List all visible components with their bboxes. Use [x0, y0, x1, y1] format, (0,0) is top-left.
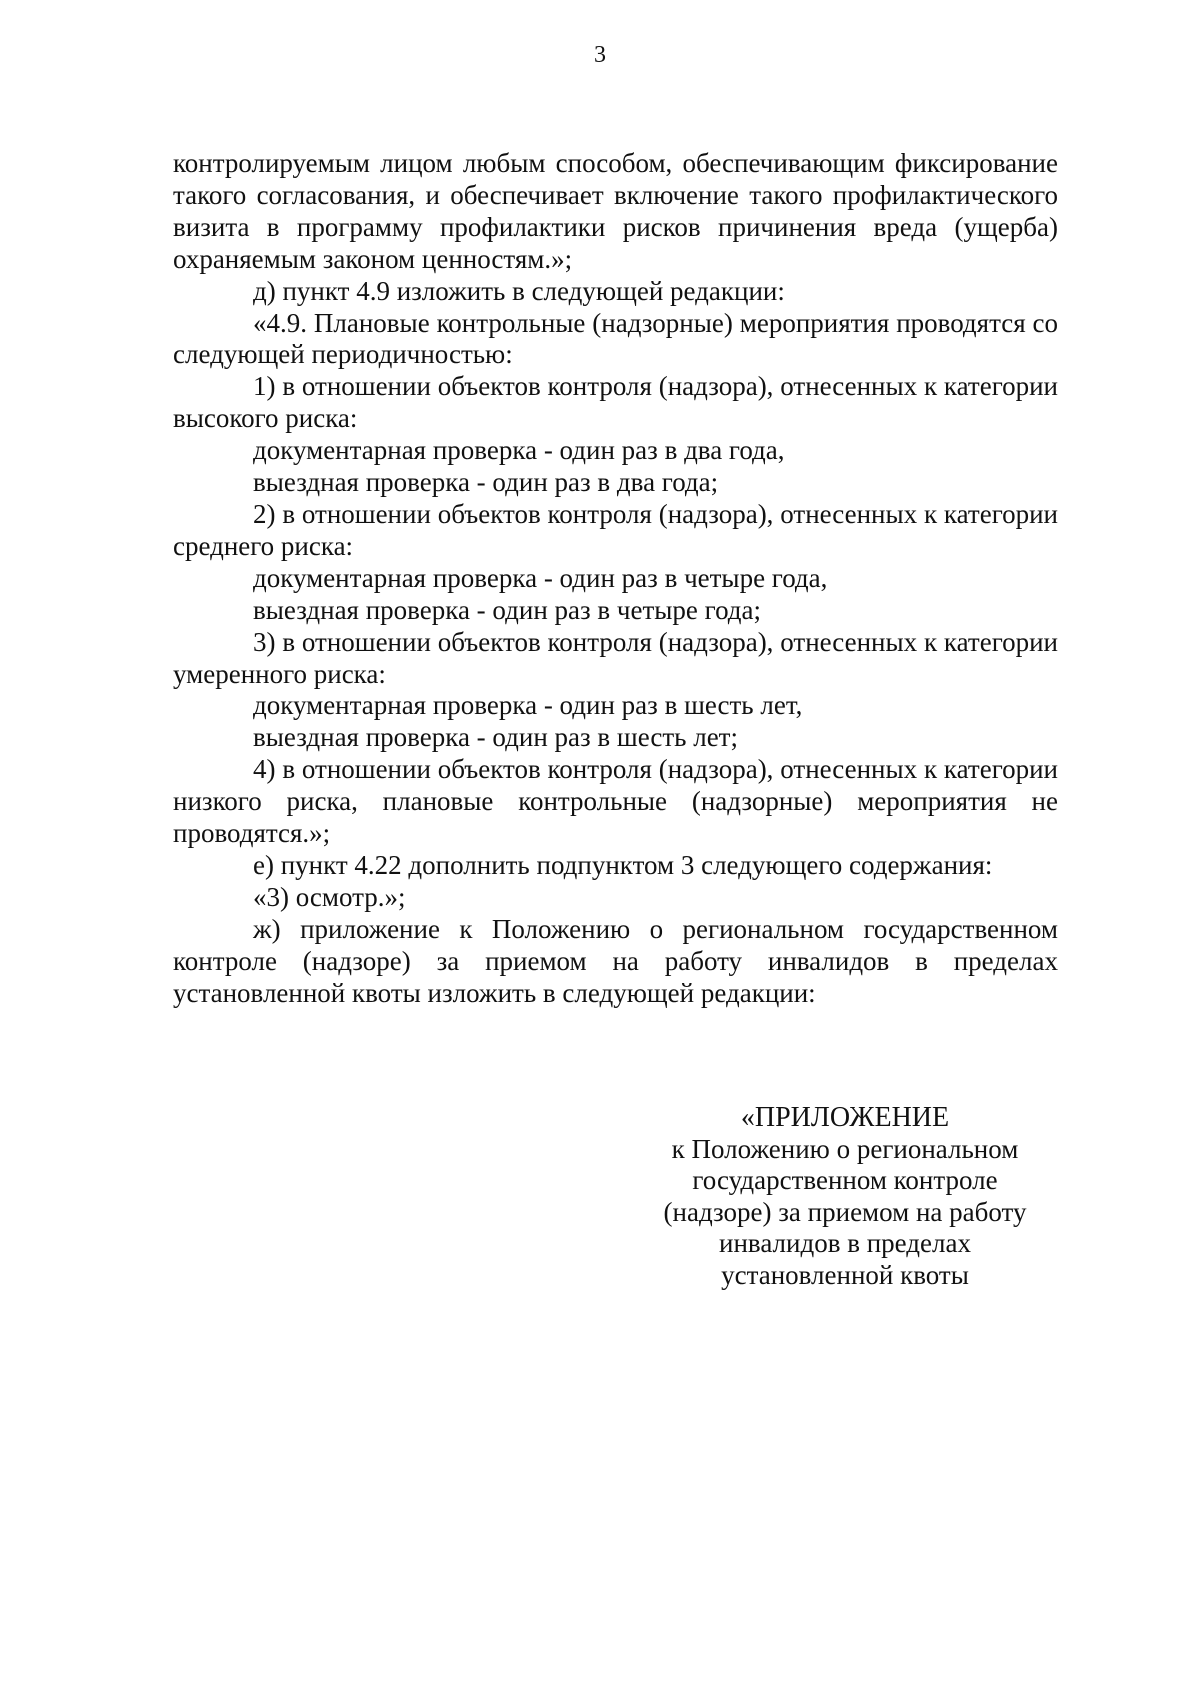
- paragraph-moderate-risk-documentary: документарная проверка - один раз в шесть лет,: [253, 690, 803, 721]
- paragraph-continuation: контролируемым лицом любым способом, обеспечивающим фиксирование такого согласования, и обеспечивает включение такого профилактического визита в программу профилактики рисков причинения вреда (ущерба) охраняемым законом ценностям.»;: [173, 148, 1058, 274]
- document-body: [173, 148, 1058, 1009]
- appendix-heading: [630, 1102, 1060, 1291]
- page-number: 3: [594, 42, 606, 68]
- paragraph-moderate-risk-onsite: выездная проверка - один раз в шесть лет;: [253, 722, 738, 753]
- paragraph-item-e: е) пункт 4.22 дополнить подпунктом 3 следующего содержания:: [253, 849, 993, 880]
- appendix-line: государственном контроле: [692, 1165, 998, 1195]
- paragraph-moderate-risk: 3) в отношении объектов контроля (надзора), отнесенных к категории умеренного риска:: [173, 626, 1058, 689]
- paragraph-medium-risk-onsite: выездная проверка - один раз в четыре года;: [253, 594, 762, 625]
- paragraph-medium-risk: 2) в отношении объектов контроля (надзора), отнесенных к категории среднего риска:: [173, 498, 1058, 561]
- paragraph-high-risk: 1) в отношении объектов контроля (надзора), отнесенных к категории высокого риска:: [173, 371, 1058, 434]
- appendix-line: установленной квоты: [721, 1259, 969, 1290]
- paragraph-low-risk: 4) в отношении объектов контроля (надзора), отнесенных к категории низкого риска, плановые контрольные (надзорные) мероприятия не проводятся.»;: [173, 754, 1058, 849]
- appendix-title: «ПРИЛОЖЕНИЕ: [740, 1102, 950, 1133]
- appendix-line: инвалидов в пределах: [719, 1228, 971, 1258]
- paragraph-item-zh: ж) приложение к Положению о региональном государственном контроле (надзоре) за приемом на работу инвалидов в пределах установленной квоты изложить в следующей редакции:: [173, 913, 1058, 1008]
- appendix-line: к Положению о региональном: [671, 1133, 1019, 1164]
- paragraph-clause-4-9: «4.9. Плановые контрольные (надзорные) мероприятия проводятся со следующей периодичностью:: [173, 307, 1058, 370]
- appendix-line: (надзоре) за приемом на работу: [663, 1196, 1027, 1227]
- paragraph-item-d: д) пункт 4.9 изложить в следующей редакции:: [253, 275, 785, 306]
- paragraph-high-risk-onsite: выездная проверка - один раз в два года;: [253, 467, 719, 498]
- paragraph-high-risk-documentary: документарная проверка - один раз в два года,: [253, 435, 785, 466]
- paragraph-inspection: «3) осмотр.»;: [253, 881, 406, 912]
- paragraph-medium-risk-documentary: документарная проверка - один раз в четыре года,: [253, 562, 828, 593]
